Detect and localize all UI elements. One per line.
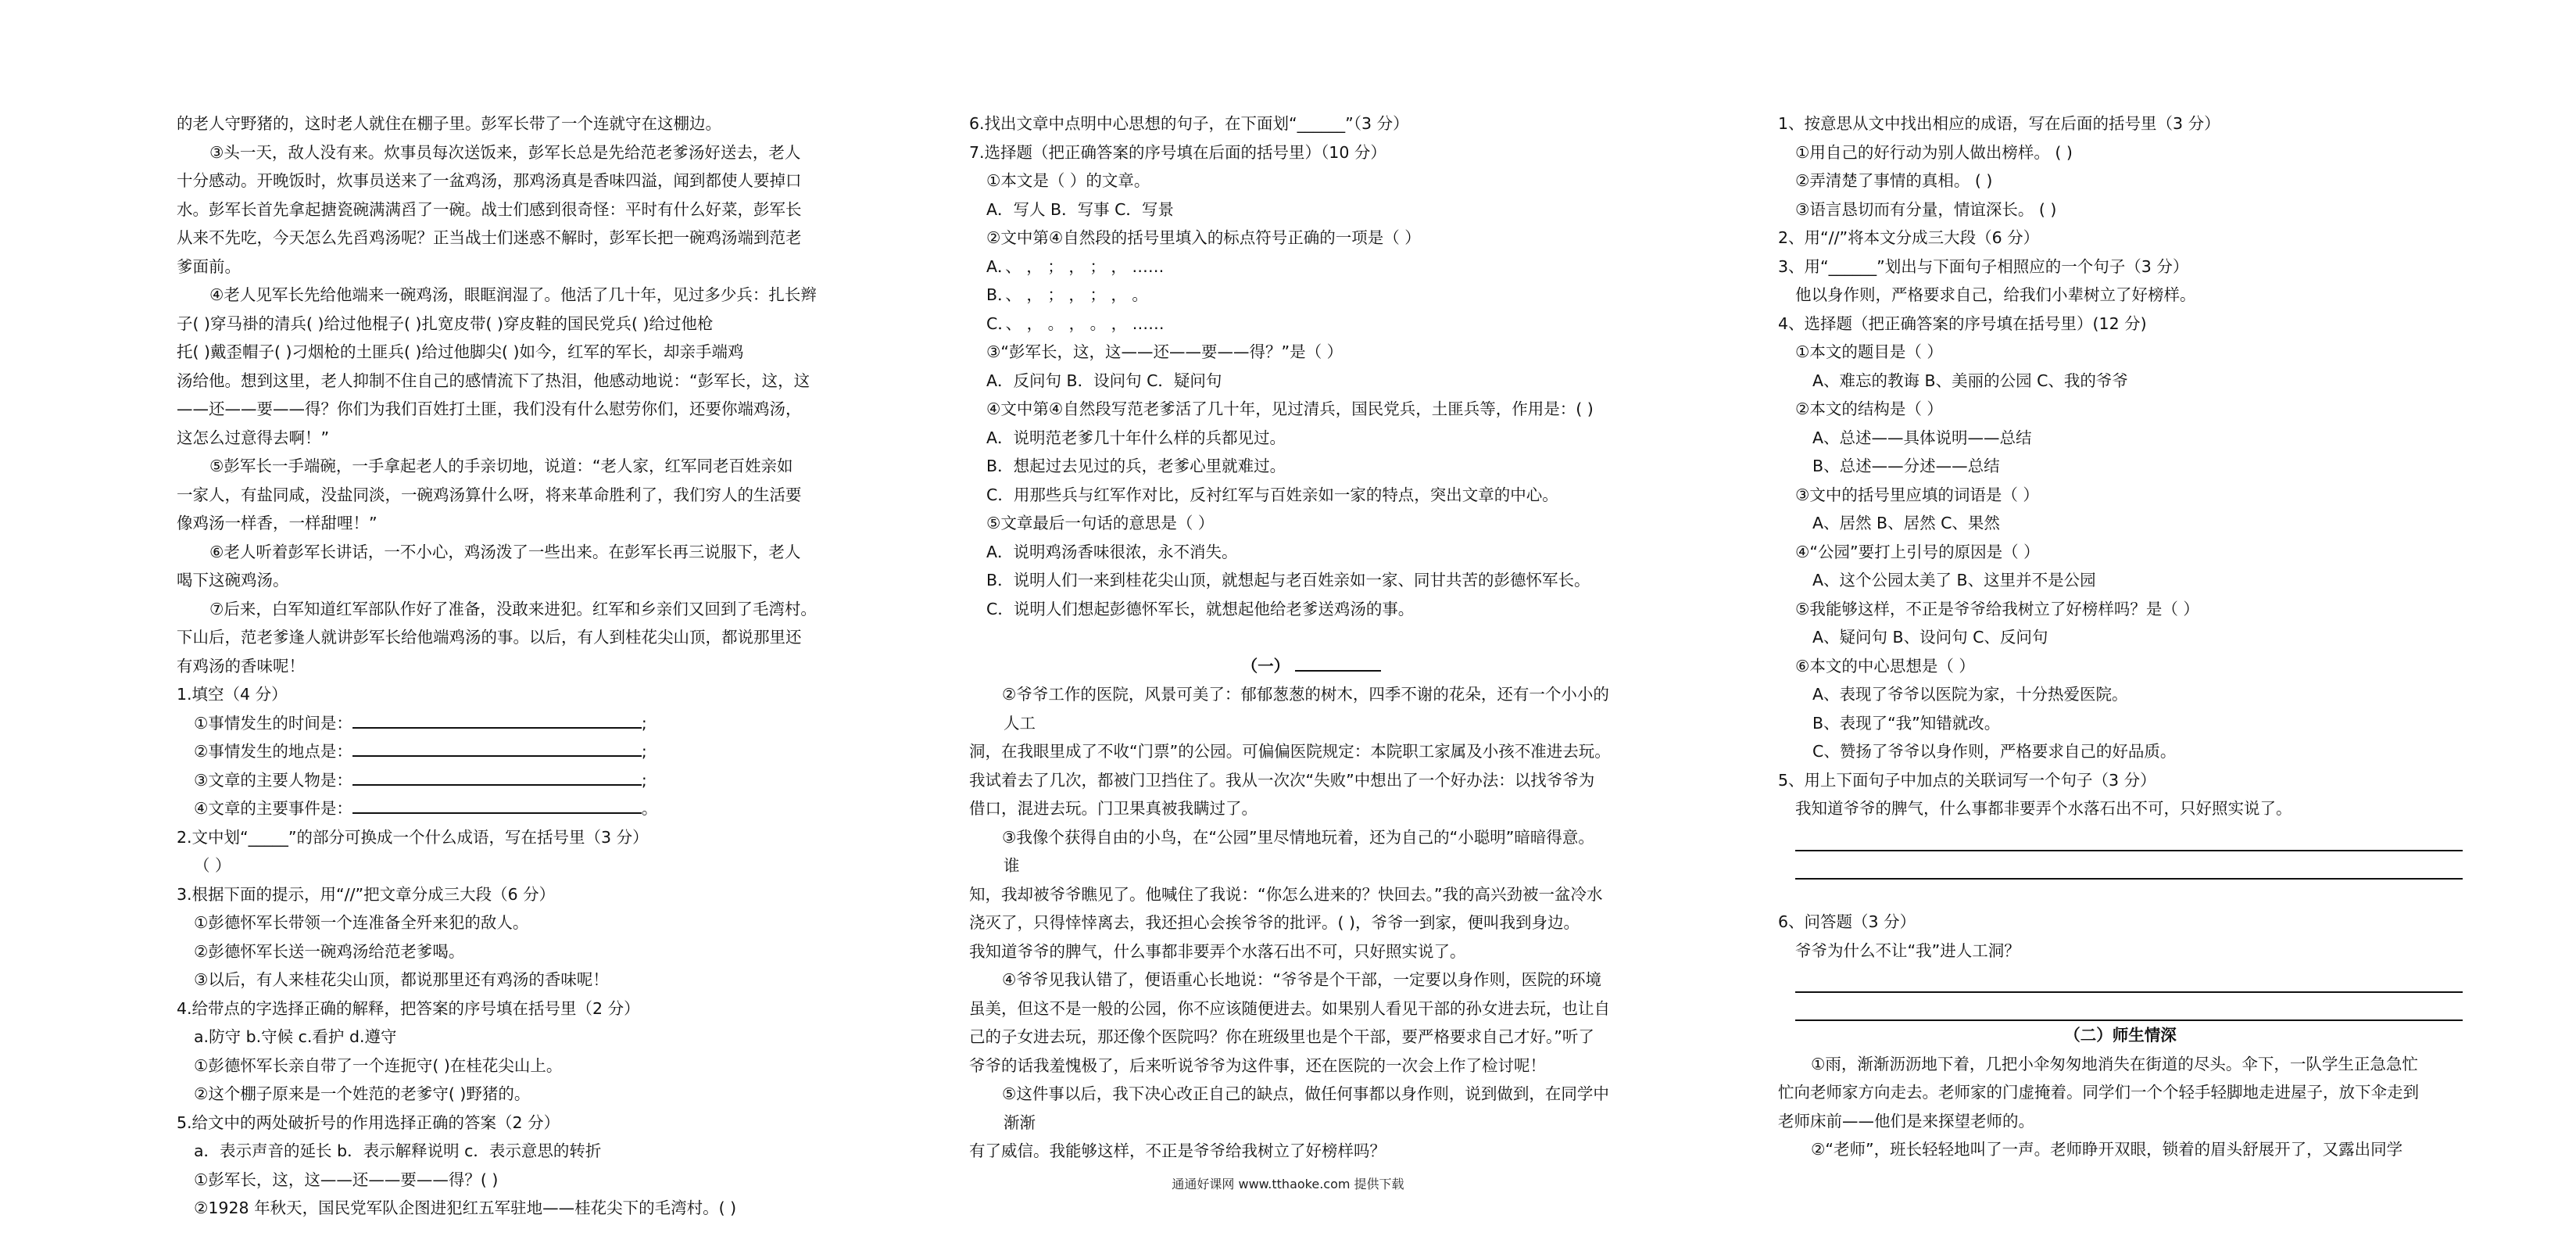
section-title-blank[interactable] <box>1295 653 1381 672</box>
text-line: 从来不先吃，今天怎么先舀鸡汤呢？正当战士们迷惑不解时，彭军长把一碗鸡汤端到范老 <box>177 228 802 247</box>
text-line: ⑥老人听着彭军长讲话，一不小心，鸡汤泼了一些出来。在彭军长再三说服下，老人 <box>209 542 801 561</box>
text-line: 爹面前。 <box>177 256 241 276</box>
text-line: ②这个棚子原来是一个姓范的老爹守( )野猪的。 <box>194 1084 531 1103</box>
question-title: 5.给文中的两处破折号的作用选择正确的答案（2 分） <box>177 1113 560 1132</box>
text-line: 爷爷的话我羞愧极了，后来听说爷爷为这件事，还在医院的一次会上作了检讨呢！ <box>969 1055 1546 1075</box>
text-line: 我试着去了几次，都被门卫挡住了。我从一次次“失败”中想出了一个好办法：以找爷爷为 <box>969 770 1595 790</box>
text-line: 有鸡汤的香味呢！ <box>177 656 305 675</box>
text-line: 这怎么过意得去啊！” <box>177 428 330 447</box>
text-line: B、表现了“我”知错就改。 <box>1812 713 2001 733</box>
question-title: 6、问答题（3 分） <box>1778 912 1916 931</box>
column-right <box>1778 109 2463 1164</box>
text-line: ③语言恳切而有分量，情谊深长。 ( ) <box>1795 199 2057 219</box>
text-line: ①彭德怀军长带领一个连准备全歼来犯的敌人。 <box>194 913 529 932</box>
text-line: ④爷爷见我认错了，便语重心长地说：“爷爷是个干部，一定要以身作则，医院的环境 <box>1002 970 1601 989</box>
text-line: ⑤彭军长一手端碗，一手拿起老人的手亲切地，说道：“老人家，红军同老百姓亲如 <box>209 457 793 475</box>
question-title: 2、用“//”将本文分成三大段（6 分） <box>1778 228 2040 247</box>
options-line: A．写人 B．写事 C．写景 <box>986 199 1174 219</box>
question-title: 7.选择题（把正确答案的序号填在后面的括号里）（10 分） <box>969 142 1386 162</box>
text-line: B．想起过去见过的兵，老爹心里就难过。 <box>986 457 1286 475</box>
text-line: C．、 ， 。 ， 。 ， …… <box>986 314 1165 333</box>
text-line: 的老人守野猪的，这时老人就住在棚子里。彭军长带了一个连就守在这棚边。 <box>177 114 721 133</box>
text-line: 渐渐 <box>1004 1113 1036 1132</box>
options-line: A、难忘的教诲 B、美丽的公园 C、我的爷爷 <box>1812 371 2128 390</box>
text-line: ③头一天，敌人没有来。炊事员每次送饭来，彭军长总是先给范老爹汤好送去，老人 <box>209 142 801 162</box>
text-line: ②“老师”，班长轻轻地叫了一声。老师睁开双眼，锁着的眉头舒展开了，又露出同学 <box>1811 1140 2403 1159</box>
text-line: 人工 <box>1004 713 1036 733</box>
answer-line[interactable] <box>1795 965 2463 993</box>
text-line: 洞，在我眼里成了不收“门票”的公园。可偏偏医院规定：本院职工家属及小孩不准进去玩。 <box>969 742 1611 761</box>
text-line: 我知道爷爷的脾气，什么事都非要弄个水落石出不可，只好照实说了。 <box>969 941 1466 961</box>
text-line: A、总述——具体说明——总结 <box>1812 428 2032 447</box>
text-line: 喝下这碗鸡汤。 <box>177 571 289 589</box>
text-line: ③“彭军长，这，这——还——要——得？”是（ ） <box>986 342 1343 361</box>
answer-line[interactable] <box>352 738 642 757</box>
answer-line[interactable] <box>352 795 642 814</box>
text-line: B、总述——分述——总结 <box>1812 457 2000 475</box>
answer-line[interactable] <box>352 710 642 729</box>
text-line: ①用自己的好行动为别人做出榜样。 ( ) <box>1795 142 2073 162</box>
text-line: A．说明范老爹几十年什么样的兵都见过。 <box>986 428 1286 447</box>
text-line: ③我像个获得自由的小鸟，在“公园”里尽情地玩着，还为自己的“小聪明”暗暗得意。 <box>1002 827 1594 847</box>
text-line: ⑤这件事以后，我下决心改正自己的缺点，做任何事都以身作则，说到做到，在同学中 <box>1002 1084 1609 1103</box>
fill-row: ①事情发生的时间是： ; <box>177 709 861 738</box>
text-line: ②1928 年秋天，国民党军队企图进犯红五军驻地——桂花尖下的毛湾村。( ) <box>194 1199 737 1217</box>
text-line: 十分感动。开晚饭时，炊事员送来了一盆鸡汤，那鸡汤真是香味四溢，闻到都使人要掉口 <box>177 171 802 190</box>
question-title: 4.给带点的字选择正确的解释，把答案的序号填在括号里（2 分） <box>177 998 640 1018</box>
text-line: ④老人见军长先给他端来一碗鸡汤，眼眶润湿了。他活了几十年，见过多少兵：扎长辫 <box>209 285 817 304</box>
question-title: 2.文中划“_____”的部分可换成一个什么成语，写在括号里（3 分） <box>177 827 649 847</box>
options-line: A．反问句 B．设问句 C．疑问句 <box>986 371 1222 390</box>
section-heading: （二）师生情深 <box>2064 1026 2177 1045</box>
question-title: 4、选择题（把正确答案的序号填在括号里）(12 分) <box>1778 314 2147 333</box>
text-line: B．、 ， ； ， ； ， 。 <box>986 285 1148 304</box>
question-title: 6.找出文章中点明中心思想的句子，在下面划“______”（3 分） <box>969 114 1409 133</box>
options-line: a.防守 b.守候 c.看护 d.遵守 <box>194 1027 397 1046</box>
section-heading: （一） <box>969 652 1654 681</box>
text-line: ①彭军长，这，这——还——要——得？( ) <box>194 1170 499 1189</box>
text-line: 一家人，有盐同咸，没盐同淡，一碗鸡汤算什么呀，将来革命胜利了，我们穷人的生活要 <box>177 485 802 504</box>
fill-row: ②事情发生的地点是： ; <box>177 737 861 766</box>
text-line: ②彭德怀军长送一碗鸡汤给范老爹喝。 <box>194 941 465 961</box>
text-line: ②文中第④自然段的括号里填入的标点符号正确的一项是（ ） <box>986 228 1421 247</box>
question-title: 1、按意思从文中找出相应的成语，写在后面的括号里（3 分） <box>1778 114 2220 133</box>
text-line: 虽美，但这不是一般的公园，你不应该随便进去。如果别人看见干部的孙女进去玩，也让自 <box>969 998 1610 1018</box>
question-title: 3.根据下面的提示，用“//”把文章分成三大段（6 分） <box>177 884 556 904</box>
text-line: 老师床前——他们是来探望老师的。 <box>1778 1111 2034 1131</box>
text-line: 像鸡汤一样香，一样甜哩！” <box>177 514 377 532</box>
text-line: ⑤文章最后一句话的意思是（ ） <box>986 514 1215 532</box>
text-line: ①彭德怀军长亲自带了一个连扼守( )在桂花尖山上。 <box>194 1055 563 1075</box>
text-line: ①本文是（ ）的文章。 <box>986 171 1150 190</box>
fill-row: ④文章的主要事件是： 。 <box>177 794 861 823</box>
answer-line[interactable] <box>352 767 642 786</box>
text-line: ②爷爷工作的医院，风景可美了：郁郁葱葱的树木，四季不谢的花朵，还有一个小小的 <box>1002 685 1609 704</box>
text-line: 他以身作则，严格要求自己，给我们小辈树立了好榜样。 <box>1795 285 2196 304</box>
text-line: ①本文的题目是（ ） <box>1795 342 1943 361</box>
options-line: A、疑问句 B、设问句 C、反问句 <box>1812 628 2048 647</box>
text-line: A、表现了爷爷以医院为家，十分热爱医院。 <box>1812 685 2128 704</box>
text-line: ⑦后来，白军知道红军部队作好了准备，没敢来进犯。红军和乡亲们又回到了毛湾村。 <box>209 599 817 618</box>
text-line: ②弄清楚了事情的真相。 ( ) <box>1795 171 1993 190</box>
page-footer: 通通好课网 www.tthaoke.com 提供下载 <box>1172 1177 1404 1191</box>
text-line: 有了威信。我能够这样，不正是爷爷给我树立了好榜样吗？ <box>969 1141 1386 1160</box>
text-line: ①雨，渐渐沥沥地下着，几把小伞匆匆地消失在街道的尽头。伞下，一队学生正急急忙 <box>1811 1054 2418 1073</box>
column-left <box>177 109 861 1223</box>
blank-line <box>969 623 1654 652</box>
spacer <box>1778 880 2463 908</box>
answer-bracket[interactable]: （ ） <box>194 856 231 875</box>
text-line: C．用那些兵与红军作对比，反衬红军与百姓亲如一家的特点，突出文章的中心。 <box>986 485 1558 504</box>
text-line: ②本文的结构是（ ） <box>1795 400 1943 418</box>
text-line: A．说明鸡汤香味很浓，永不消失。 <box>986 542 1238 561</box>
text-line: C、赞扬了爷爷以身作则，严格要求自己的好品质。 <box>1812 742 2177 761</box>
text-line: 子( )穿马褂的清兵( )给过他棍子( )扎宽皮带( )穿皮鞋的国民党兵( )给过他枪 <box>177 314 714 333</box>
text-line: 汤给他。想到这里，老人抑制不住自己的感情流下了热泪，他感动地说：“彭军长，这，这 <box>177 371 810 390</box>
text-line: 己的子女进去玩，那还像个医院吗？你在班级里也是个干部，要严格要求自己才好。”听了 <box>969 1027 1594 1046</box>
question-title: 5、用上下面句子中加点的关联词写一个句子（3 分） <box>1778 770 2156 790</box>
text-line: ④文中第④自然段写范老爹活了几十年，见过清兵，国民党兵，土匪兵等，作用是：( ) <box>986 400 1594 418</box>
options-line: A、这个公园太美了 B、这里并不是公园 <box>1812 571 2096 589</box>
question-title: 1.填空（4 分） <box>177 685 288 704</box>
text-line: ③文中的括号里应填的词语是（ ） <box>1795 485 2039 504</box>
text-line: ⑥本文的中心思想是（ ） <box>1795 656 1975 675</box>
text-line: C．说明人们想起彭德怀军长，就想起他给老爹送鸡汤的事。 <box>986 599 1415 618</box>
text-line: 我知道爷爷的脾气，什么事都非要弄个水落石出不可，只好照实说了。 <box>1795 799 2292 818</box>
text-line: 谁 <box>1004 856 1020 875</box>
column-middle <box>969 109 1654 1166</box>
text-line: 浇灭了，只得悻悻离去，我还担心会挨爷爷的批评。( )，爷爷一到家，便叫我到身边。 <box>969 913 1580 932</box>
text-line: 水。彭军长首先拿起搪瓷碗满满舀了一碗。战士们感到很奇怪：平时有什么好菜，彭军长 <box>177 199 802 219</box>
options-line: A、居然 B、居然 C、果然 <box>1812 514 2000 532</box>
question-title: 3、用“______”划出与下面句子相照应的一个句子（3 分） <box>1778 256 2189 276</box>
text-line: 爷爷为什么不让“我”进人工洞？ <box>1795 941 2020 960</box>
answer-line[interactable] <box>1795 851 2463 880</box>
text-line: ④“公园”要打上引号的原因是（ ） <box>1795 542 2040 561</box>
options-line: a．表示声音的延长 b．表示解释说明 c．表示意思的转折 <box>194 1141 602 1160</box>
text-line: ⑤我能够这样，不正是爷爷给我树立了好榜样吗？是（ ） <box>1795 599 2199 618</box>
text-line: ③以后，有人来桂花尖山顶，都说那里还有鸡汤的香味呢！ <box>194 970 609 989</box>
text-line: B．说明人们一来到桂花尖山顶，就想起与老百姓亲如一家、同甘共苦的彭德怀军长。 <box>986 571 1590 589</box>
text-line: 知，我却被爷爷瞧见了。他喊住了我说：“你怎么进来的？快回去。”我的高兴劲被一盆冷水 <box>969 884 1603 904</box>
text-line: ——还——要——得？你们为我们百姓打土匪，我们没有什么慰劳你们，还要你端鸡汤， <box>177 400 802 418</box>
text-line: 忙向老师家方向走去。老师家的门虚掩着。同学们一个个轻手轻脚地走进屋子，放下伞走到 <box>1778 1083 2419 1102</box>
answer-line[interactable] <box>1795 993 2463 1021</box>
text-line: 借口，混进去玩。门卫果真被我瞒过了。 <box>969 799 1258 818</box>
text-line: A．、 ， ； ， ； ， …… <box>986 256 1165 276</box>
text-line: 下山后，范老爹逢人就讲彭军长给他端鸡汤的事。以后，有人到桂花尖山顶，都说那里还 <box>177 628 802 647</box>
fill-row: ③文章的主要人物是： ; <box>177 766 861 795</box>
answer-line[interactable] <box>1795 823 2463 851</box>
text-line: 托( )戴歪帽子( )刁烟枪的土匪兵( )给过他脚尖( )如今，红军的军长，却亲手端鸡 <box>177 342 744 361</box>
